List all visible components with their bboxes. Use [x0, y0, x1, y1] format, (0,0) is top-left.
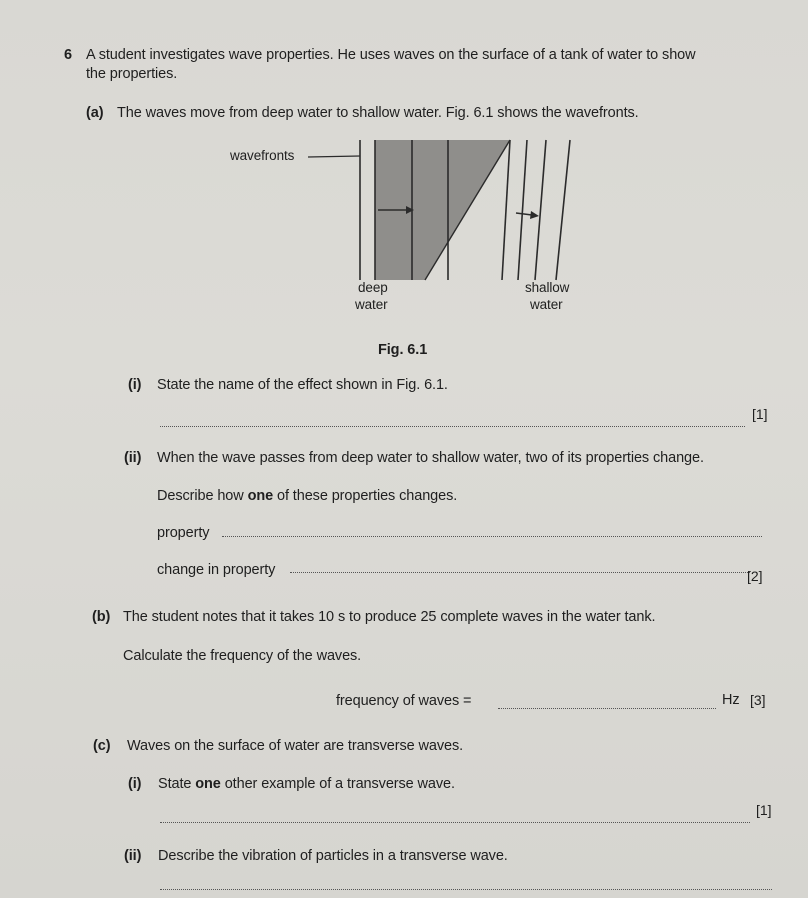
wavefronts-label: wavefronts	[230, 148, 295, 163]
c-i-pre: State	[158, 776, 196, 792]
deep-label: deep	[358, 280, 388, 295]
question-intro-line2: the properties.	[86, 66, 178, 82]
part-c-i-answer-line[interactable]	[160, 822, 750, 823]
part-c-i-text	[158, 776, 455, 792]
c-i-post: other example of a transverse wave.	[220, 776, 455, 792]
part-c-ii-answer-line[interactable]	[160, 889, 772, 890]
part-c-text: Waves on the surface of water are transverse waves.	[127, 738, 464, 754]
part-a-ii-marks: [2]	[747, 568, 763, 584]
c-i-bold: one	[195, 776, 221, 792]
part-a-label: (a)	[86, 105, 104, 121]
property-label: property	[157, 525, 210, 541]
part-a-i-label: (i)	[128, 377, 142, 393]
shallow-label: shallow	[525, 280, 570, 295]
shallow-wavefront-3	[535, 140, 546, 280]
part-c-ii-label: (ii)	[124, 848, 142, 864]
frequency-unit: Hz	[722, 692, 740, 708]
frequency-answer-line[interactable]	[498, 708, 716, 709]
shallow-direction-arrow	[516, 213, 532, 215]
question-intro-line1: A student investigates wave properties. He uses waves on the surface of a tank of water to show	[86, 47, 696, 63]
shallow-arrow-head	[530, 211, 539, 219]
part-b-text: The student notes that it takes 10 s to produce 25 complete waves in the water tank.	[123, 609, 656, 625]
part-a-text: The waves move from deep water to shallow water. Fig. 6.1 shows the wavefronts.	[117, 105, 639, 121]
part-c-ii-text: Describe the vibration of particles in a transverse wave.	[158, 848, 508, 864]
describe-bold: one	[247, 488, 274, 504]
part-a-ii-text: When the wave passes from deep water to shallow water, two of its properties change.	[157, 450, 704, 466]
shallow-wavefront-1	[502, 140, 510, 280]
figure-caption: Fig. 6.1	[378, 342, 428, 358]
part-b-marks: [3]	[750, 692, 766, 708]
change-answer-line[interactable]	[290, 572, 750, 573]
frequency-answer-label: frequency of waves =	[336, 693, 472, 709]
part-a-i-answer-line[interactable]	[160, 426, 745, 427]
part-c-i-label: (i)	[128, 776, 142, 792]
change-in-property-label: change in property	[157, 562, 276, 578]
part-c-i-marks: [1]	[756, 802, 772, 818]
describe-pre: Describe how	[157, 488, 248, 504]
part-a-i-marks: [1]	[752, 406, 768, 422]
shallow-wavefront-4	[556, 140, 570, 280]
wavefronts-pointer-line	[308, 156, 360, 157]
describe-post: of these properties changes.	[273, 488, 458, 504]
part-a-ii-label: (ii)	[124, 450, 142, 466]
property-answer-line[interactable]	[222, 536, 762, 537]
deep-water-label: water	[355, 297, 388, 312]
part-c-label: (c)	[93, 738, 111, 754]
shallow-water-label: water	[530, 297, 563, 312]
part-b-label: (b)	[92, 609, 111, 625]
question-number: 6	[64, 47, 72, 63]
part-a-ii-describe	[157, 488, 457, 504]
part-a-i-text: State the name of the effect shown in Fig. 6.1.	[157, 377, 448, 393]
part-b-calc: Calculate the frequency of the waves.	[123, 648, 362, 664]
shallow-wavefront-2	[518, 140, 527, 280]
